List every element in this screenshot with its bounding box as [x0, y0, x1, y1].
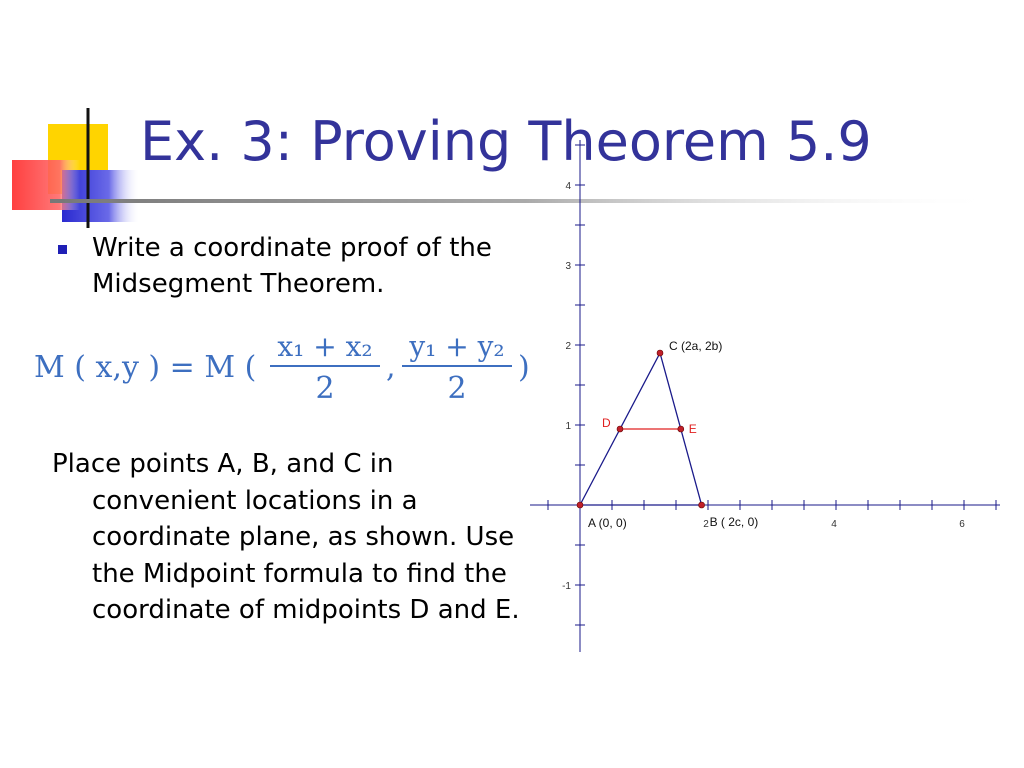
x-tick-label: 6	[959, 519, 965, 530]
point-c-label: C (2a, 2b)	[669, 339, 723, 353]
point-d-label: D	[602, 416, 611, 430]
slide-title: Ex. 3: Proving Theorem 5.9	[140, 110, 872, 173]
point-a-label: A (0, 0)	[588, 516, 627, 530]
point-b-label: B ( 2c, 0)	[709, 515, 759, 529]
point-e-label: E	[688, 422, 697, 436]
formula-x-denominator: 2	[315, 371, 335, 406]
formula-y-denominator: 2	[447, 371, 467, 406]
bullet-text: Write a coordinate proof of the Midsegment Theorem.	[92, 233, 492, 299]
y-tick-label: 4	[565, 181, 571, 192]
formula-y-numerator: y₁ + y₂	[409, 330, 505, 363]
formula-close-paren: )	[518, 350, 530, 385]
x-tick-label: 2	[703, 519, 709, 530]
paragraph-text: Place points A, B, and C in convenient locations in a coordinate plane, as shown. Use the Midpoint formula to find the coordinate of midpoints D and E.	[52, 449, 520, 625]
formula-lhs: M ( x,y ) = M (	[34, 350, 257, 385]
point-a	[577, 502, 583, 508]
y-tick-label: 2	[565, 341, 571, 352]
y-tick-label: -1	[562, 581, 571, 592]
point-e	[678, 426, 684, 432]
x-tick-label: 4	[831, 519, 837, 530]
y-tick-label: 3	[565, 261, 571, 272]
point-b	[699, 502, 705, 508]
point-d	[617, 426, 623, 432]
formula-x-numerator: x₁ + x₂	[277, 330, 373, 363]
point-c	[657, 350, 663, 356]
y-tick-label: 1	[565, 421, 571, 432]
formula-comma: ,	[386, 350, 396, 385]
